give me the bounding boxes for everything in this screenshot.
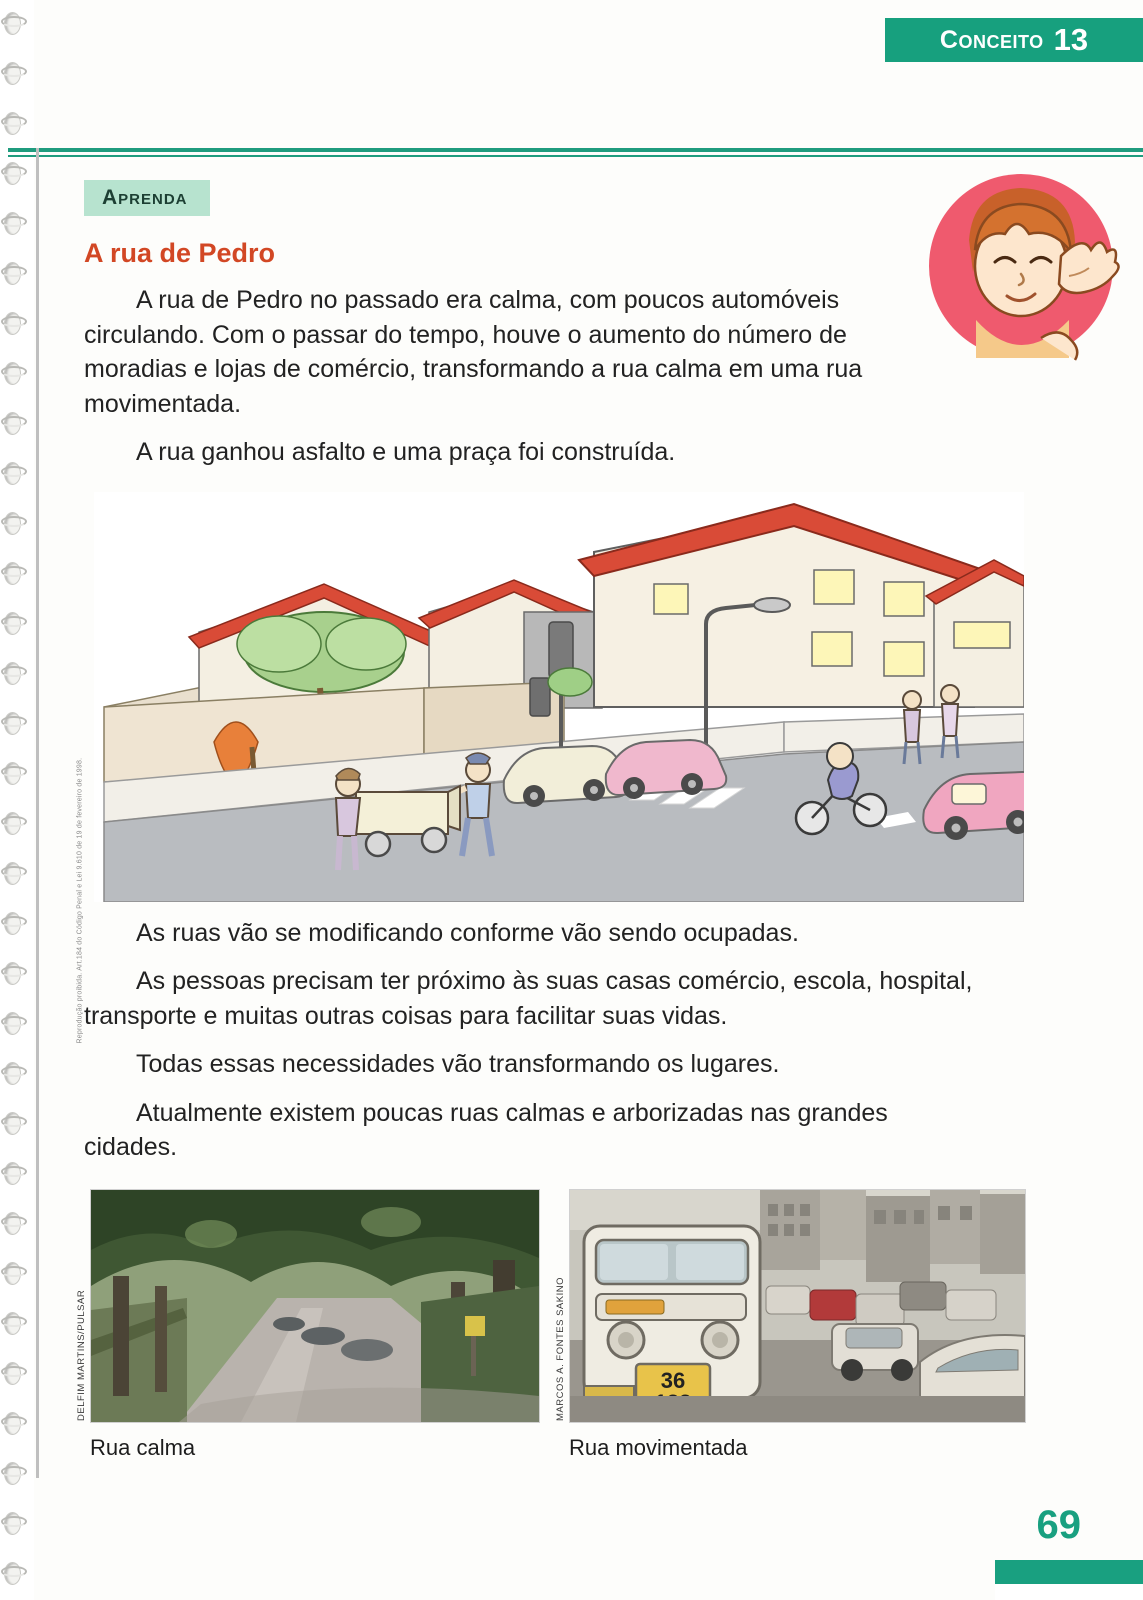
page-number: 69 (1036, 1503, 1081, 1547)
photo-credit-left: DELFIM MARTINS/PULSAR (76, 1289, 87, 1421)
photo-busy-street (569, 1189, 1026, 1423)
paragraph-1: A rua de Pedro no passado era calma, com poucos automóveis circulando. Com o passar do tempo, houve o aumento do número de moradias e lojas de comércio, transformando a rua calma em uma rua movimentada. (84, 286, 863, 418)
concept-tab (885, 18, 1143, 62)
paragraph-2: A rua ganhou asfalto e uma praça foi construída. (136, 438, 676, 466)
paragraph-6: Atualmente existem poucas ruas calmas e arborizadas nas grandes cidades. (84, 1098, 888, 1161)
photo-block-quiet-street (76, 1189, 540, 1461)
footer-bar (995, 1560, 1143, 1600)
side-credit: Reprodução proibida. Art.184 do Código Penal e Lei 9.610 de 19 de fevereiro de 1998. (76, 757, 84, 1044)
spiral-binding (0, 0, 34, 1600)
photo-row (76, 1189, 1034, 1460)
photo-caption-right: Rua movimentada (569, 1434, 748, 1460)
paragraph-3: As ruas vão se modificando conforme vão sendo ocupadas. (136, 918, 799, 947)
concept-number: 13 (1053, 22, 1089, 57)
paragraph-5: Todas essas necessidades vão transformando os lugares. (136, 1050, 780, 1078)
street-scene-illustration (94, 492, 1024, 902)
photo-credit-right: MARCOS A. FONTES SAKINO (555, 1276, 566, 1421)
page-title: A rua de Pedro (84, 238, 276, 268)
photo-quiet-street (90, 1189, 540, 1423)
photo-block-busy-street (555, 1189, 1026, 1461)
paragraph-4: As pessoas precisam ter próximo às suas casas comércio, escola, hospital, transporte e muitas outras coisas para facilitar suas vidas. (84, 967, 973, 1030)
aprenda-badge: Aprenda (84, 180, 210, 216)
margin-rule (36, 148, 39, 1478)
photo-caption-left: Rua calma (90, 1434, 196, 1460)
concept-label: Conceito (939, 25, 1044, 54)
header-divider (8, 148, 1143, 158)
van-plate-line1: 36 (660, 1367, 686, 1393)
